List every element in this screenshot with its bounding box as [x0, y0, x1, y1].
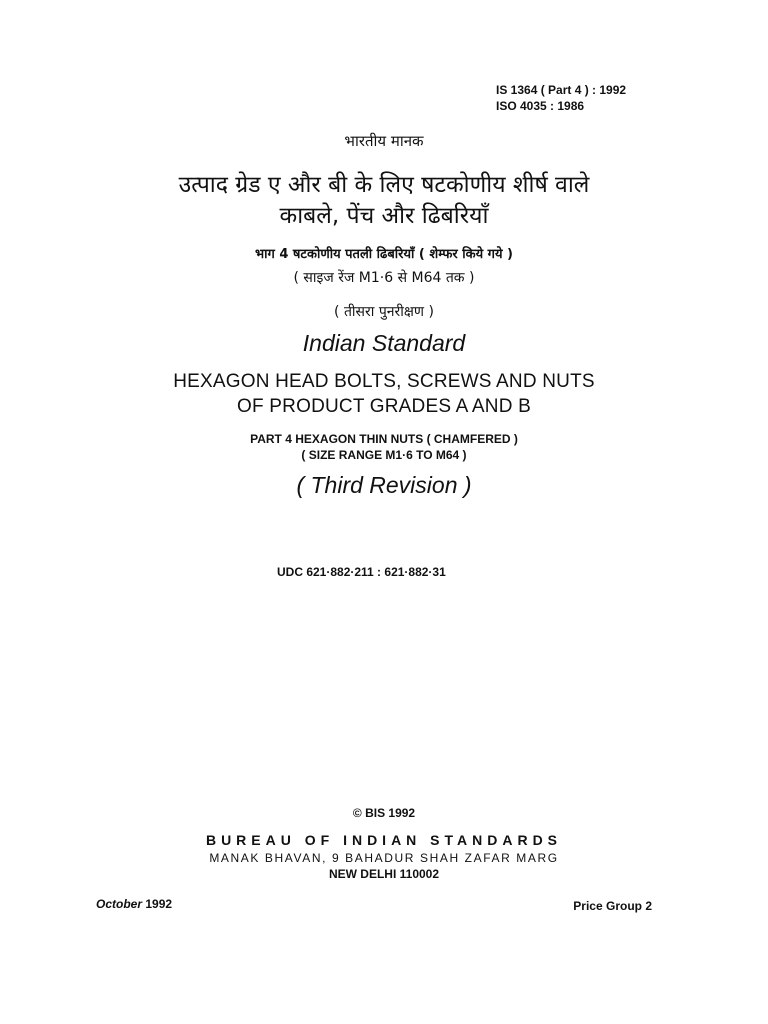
publisher-city: NEW DELHI 110002 [328, 867, 440, 881]
publisher-name: BUREAU OF INDIAN STANDARDS [205, 832, 563, 848]
standard-label: Indian Standard [302, 330, 466, 356]
publication-year: 1992 [145, 897, 173, 911]
revision-label: ( Third Revision ) [296, 472, 472, 498]
hindi-title-line1: उत्पाद ग्रेड ए और बी के लिए षटकोणीय शीर्ष वाले [178, 172, 590, 198]
title-line2: OF PRODUCT GRADES A AND B [237, 396, 531, 417]
copyright-notice: © BIS 1992 [352, 806, 416, 820]
hindi-title-line2: काबले, पेंच और ढिबरियाँ [279, 203, 489, 229]
hindi-standard-label: भारतीय मानक [344, 132, 424, 150]
is-number: IS 1364 ( Part 4 ) : 1992 [496, 83, 627, 97]
size-range: ( SIZE RANGE M1·6 TO M64 ) [301, 448, 467, 462]
hindi-size-range: ( साइज रेंज M1·6 से M64 तक ) [293, 270, 475, 286]
hindi-revision: ( तीसरा पुनरीक्षण ) [334, 304, 434, 320]
title-line1: HEXAGON HEAD BOLTS, SCREWS AND NUTS [173, 371, 595, 392]
publication-date [96, 897, 172, 911]
iso-number: ISO 4035 : 1986 [496, 99, 585, 113]
part-title: PART 4 HEXAGON THIN NUTS ( CHAMFERED ) [250, 432, 518, 446]
price-group: Price Group 2 [573, 899, 652, 913]
udc-code: UDC 621·882·211 : 621·882·31 [277, 565, 446, 579]
publication-month: October [96, 897, 143, 911]
hindi-part-title: भाग 4 षटकोणीय पतली ढिबरियाँ ( शेम्फर किये गये ) [255, 247, 513, 262]
publisher-address: MANAK BHAVAN, 9 BAHADUR SHAH ZAFAR MARG [209, 851, 559, 865]
